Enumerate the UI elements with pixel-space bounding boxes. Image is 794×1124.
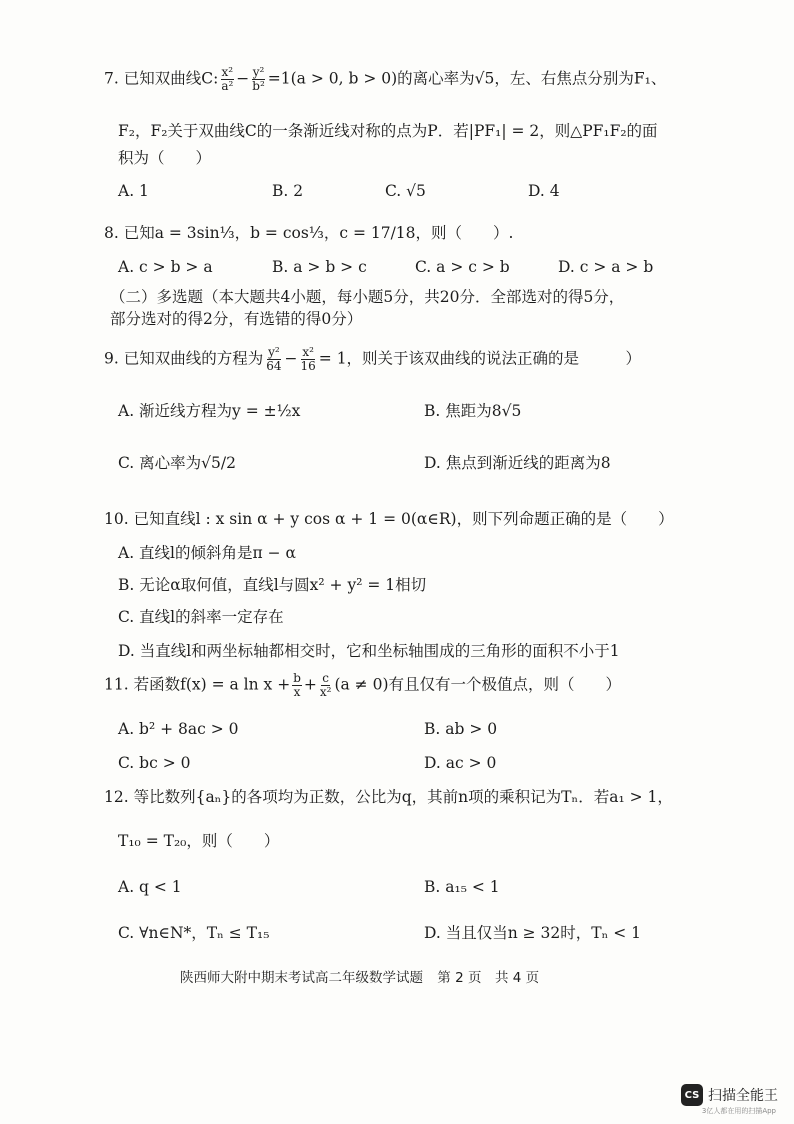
q7-stem-pre: 7. 已知双曲线 <box>104 69 202 88</box>
camscanner-name: 扫描全能王 <box>708 1088 778 1104</box>
q7-frac-b: $\frac{\text{y²}}{\text{b²}}$ <box>252 65 265 93</box>
footer-page-number: 第 2 页 共 4 页 <box>437 970 540 986</box>
q7-option-c: C. √5 <box>385 182 426 200</box>
q7-frac-a: $\frac{\text{x²}}{\text{a²}}$ <box>221 65 234 93</box>
q12-line1: 12. 等比数列{aₙ}的各项均为正数，公比为q，其前n项的乘积记为Tₙ．若a₁ > 1， <box>104 788 673 806</box>
q10-option-c: C. 直线l的斜率一定存在 <box>118 608 284 626</box>
q10-option-b: B. 无论α取何值，直线l与圆x² + y² = 1相切 <box>118 576 427 594</box>
q11-option-b: B. ab > 0 <box>424 720 498 738</box>
q12-option-b: B. a₁₅ < 1 <box>424 878 500 896</box>
q8-stem: 8. 已知a = 3sin⅓，b = cos⅓，c = 17/18，则（ ）. <box>104 224 514 242</box>
q10-stem: 10. 已知直线l : x sin α + y cos α + 1 = 0(α∈R)，则下列命题正确的是（ ） <box>104 510 674 528</box>
q11-stem: 11. 若函数f(x) = a ln x + $\frac{b}{x}$ + $\frac{c}{\text{x²}}$ (a ≠ 0)有且仅有一个极值点，则（ ） <box>104 671 621 699</box>
q8-option-b: B. a > b > c <box>272 258 367 276</box>
q7-option-a: A. 1 <box>118 182 149 200</box>
q7-option-d: D. 4 <box>528 182 560 200</box>
q9-option-d: D. 焦点到渐近线的距离为8 <box>424 454 611 472</box>
q11-option-c: C. bc > 0 <box>118 754 191 772</box>
q9-frac-a: $\frac{\text{y²}}{64}$ <box>266 345 282 373</box>
q7-line3: 积为（ ） <box>118 149 212 167</box>
scanner-watermark <box>681 1084 778 1106</box>
page-footer <box>180 966 549 986</box>
q11-frac-b: $\frac{c}{\text{x²}}$ <box>319 671 332 699</box>
q7-line1: 7. 已知双曲线C: $\frac{\text{x²}}{\text{a²}}$ − $\frac{\text{y²}}{\text{b²}}$ =1(a > 0, b > 0)的离心率为√5，左、右焦点分别为F₁、 <box>104 65 667 93</box>
q12-option-a: A. q < 1 <box>118 878 182 896</box>
footer-school: 陕西师大附中期末考试高二年级数学试题 <box>180 970 423 986</box>
q9-stem: 9. 已知双曲线的方程为 $\frac{\text{y²}}{64}$ − $\frac{\text{x²}}{16}$ = 1，则关于该双曲线的说法正确的是 ） <box>104 345 642 373</box>
q12-line2: T₁₀ = T₂₀，则（ ） <box>118 832 280 850</box>
q12-option-c: C. ∀n∈N*，Tₙ ≤ T₁₅ <box>118 924 270 942</box>
q11-frac-a: $\frac{b}{x}$ <box>293 671 301 699</box>
camscanner-tagline: 3亿人都在用的扫描App <box>701 1107 776 1115</box>
section2-line2: 部分选对的得2分，有选错的得0分） <box>110 310 363 328</box>
q7-option-b: B. 2 <box>272 182 304 200</box>
camscanner-logo-icon: CS <box>681 1084 703 1106</box>
section2-line1: （二）多选题（本大题共4小题，每小题5分，共20分．全部选对的得5分， <box>110 288 625 306</box>
q11-option-d: D. ac > 0 <box>424 754 497 772</box>
q9-option-c: C. 离心率为√5/2 <box>118 454 236 472</box>
q8-option-d: D. c > a > b <box>558 258 654 276</box>
q8-option-c: C. a > c > b <box>415 258 510 276</box>
q9-option-b: B. 焦距为8√5 <box>424 402 522 420</box>
q9-frac-b: $\frac{\text{x²}}{16}$ <box>300 345 316 373</box>
q12-option-d: D. 当且仅当n ≥ 32时，Tₙ < 1 <box>424 924 642 942</box>
q11-option-a: A. b² + 8ac > 0 <box>118 720 239 738</box>
q7-line2: F₂，F₂关于双曲线C的一条渐近线对称的点为P．若|PF₁| = 2，则△PF₁F₂的面 <box>118 122 658 140</box>
q9-option-a: A. 渐近线方程为y = ±½x <box>118 402 301 420</box>
q7-stem-mid: =1(a > 0, b > 0)的离心率为√5，左、右焦点分别为F₁、 <box>267 69 667 88</box>
q8-option-a: A. c > b > a <box>118 258 213 276</box>
q10-option-a: A. 直线l的倾斜角是π − α <box>118 544 297 562</box>
q10-option-d: D. 当直线l和两坐标轴都相交时，它和坐标轴围成的三角形的面积不小于1 <box>118 642 620 660</box>
